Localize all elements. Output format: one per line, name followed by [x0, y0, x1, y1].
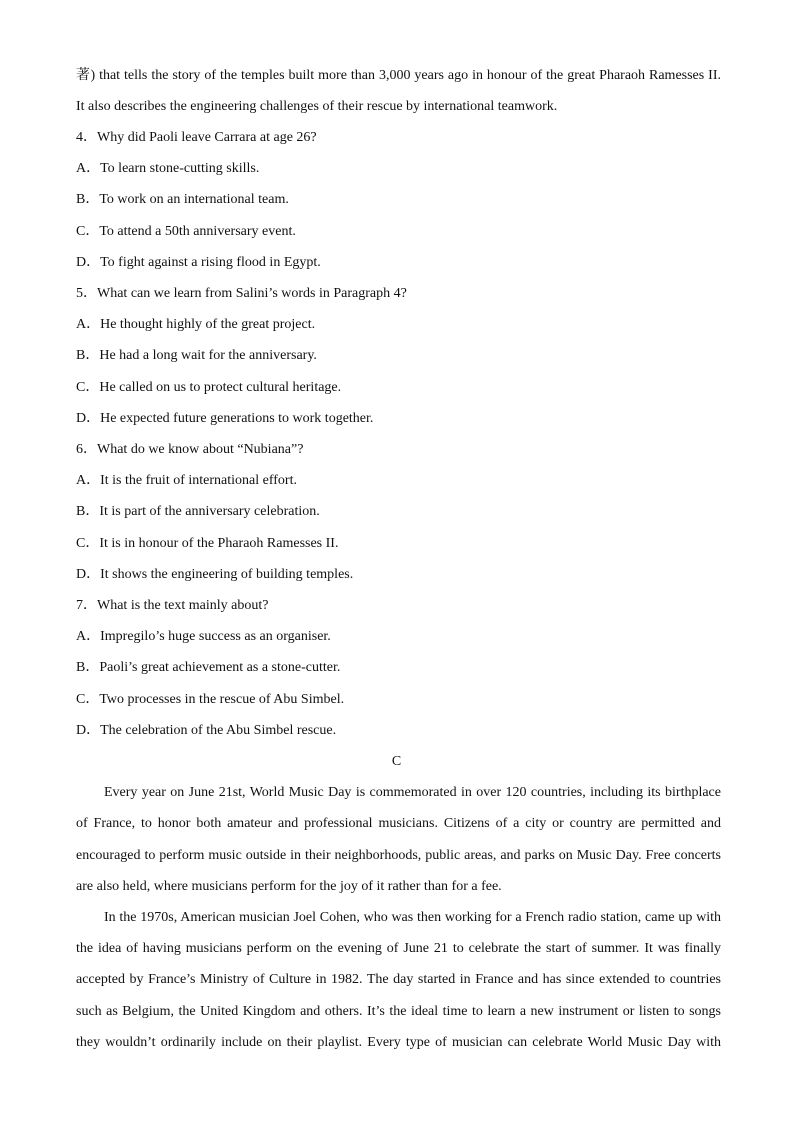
question-5-option-d: D．He expected future generations to work together. — [76, 411, 374, 426]
question-7-option-a: A．Impregilo’s huge success as an organiser. — [76, 629, 331, 644]
question-5-stem: 5．What can we learn from Salini’s words in Paragraph 4? — [76, 286, 407, 301]
question-6-option-b: B．It is part of the anniversary celebration. — [76, 504, 320, 519]
question-4-option-a: A．To learn stone-cutting skills. — [76, 161, 260, 176]
paragraph-2-line-3: accepted by France’s Ministry of Culture in 1982. The day started in France and has since extended to countries — [76, 972, 721, 987]
question-7-option-d: D．The celebration of the Abu Simbel rescue. — [76, 723, 337, 738]
intro-line-1: 著) that tells the story of the temples built more than 3,000 years ago in honour of the great Pharaoh Ramesses II. — [76, 68, 721, 83]
intro-line-2: It also describes the engineering challenges of their rescue by international teamwork. — [76, 99, 558, 114]
question-6-option-d: D．It shows the engineering of building temples. — [76, 567, 354, 582]
paragraph-1-line-1: Every year on June 21st, World Music Day is commemorated in over 120 countries, including its birthplace — [104, 785, 721, 800]
paragraph-1-line-3: encouraged to perform music outside in their neighborhoods, public areas, and parks on Music Day. Free concerts — [76, 848, 721, 863]
question-5-option-c: C．He called on us to protect cultural heritage. — [76, 380, 342, 395]
question-5-option-b: B．He had a long wait for the anniversary. — [76, 348, 317, 363]
question-4-stem: 4．Why did Paoli leave Carrara at age 26? — [76, 130, 317, 145]
paragraph-2-line-1: In the 1970s, American musician Joel Cohen, who was then working for a French radio station, came up with — [104, 910, 721, 925]
question-7-stem: 7．What is the text mainly about? — [76, 598, 269, 613]
question-6-option-a: A．It is the fruit of international effort. — [76, 473, 297, 488]
paragraph-2-line-4: such as Belgium, the United Kingdom and others. It’s the ideal time to learn a new instrument or listen to songs — [76, 1004, 721, 1019]
question-4-option-d: D．To fight against a rising flood in Egypt. — [76, 255, 321, 270]
question-6-option-c: C．It is in honour of the Pharaoh Ramesses II. — [76, 536, 339, 551]
paragraph-1-line-4: are also held, where musicians perform for the joy of it rather than for a fee. — [76, 879, 502, 894]
question-4-option-c: C．To attend a 50th anniversary event. — [76, 224, 296, 239]
question-4-option-b: B．To work on an international team. — [76, 192, 289, 207]
paragraph-2-line-2: the idea of having musicians perform on the evening of June 21 to celebrate the start of summer. It was finally — [76, 941, 721, 956]
question-7-option-c: C．Two processes in the rescue of Abu Simbel. — [76, 692, 345, 707]
question-7-option-b: B．Paoli’s great achievement as a stone-cutter. — [76, 660, 341, 675]
section-heading: C — [391, 754, 402, 769]
paragraph-1-line-2: of France, to honor both amateur and professional musicians. Citizens of a city or country are permitted and — [76, 816, 721, 831]
question-5-option-a: A．He thought highly of the great project. — [76, 317, 316, 332]
question-6-stem: 6．What do we know about “Nubiana”? — [76, 442, 304, 457]
paragraph-2-line-5: they wouldn’t ordinarily include on their playlist. Every type of musician can celebrate World Music Day with — [76, 1035, 721, 1050]
